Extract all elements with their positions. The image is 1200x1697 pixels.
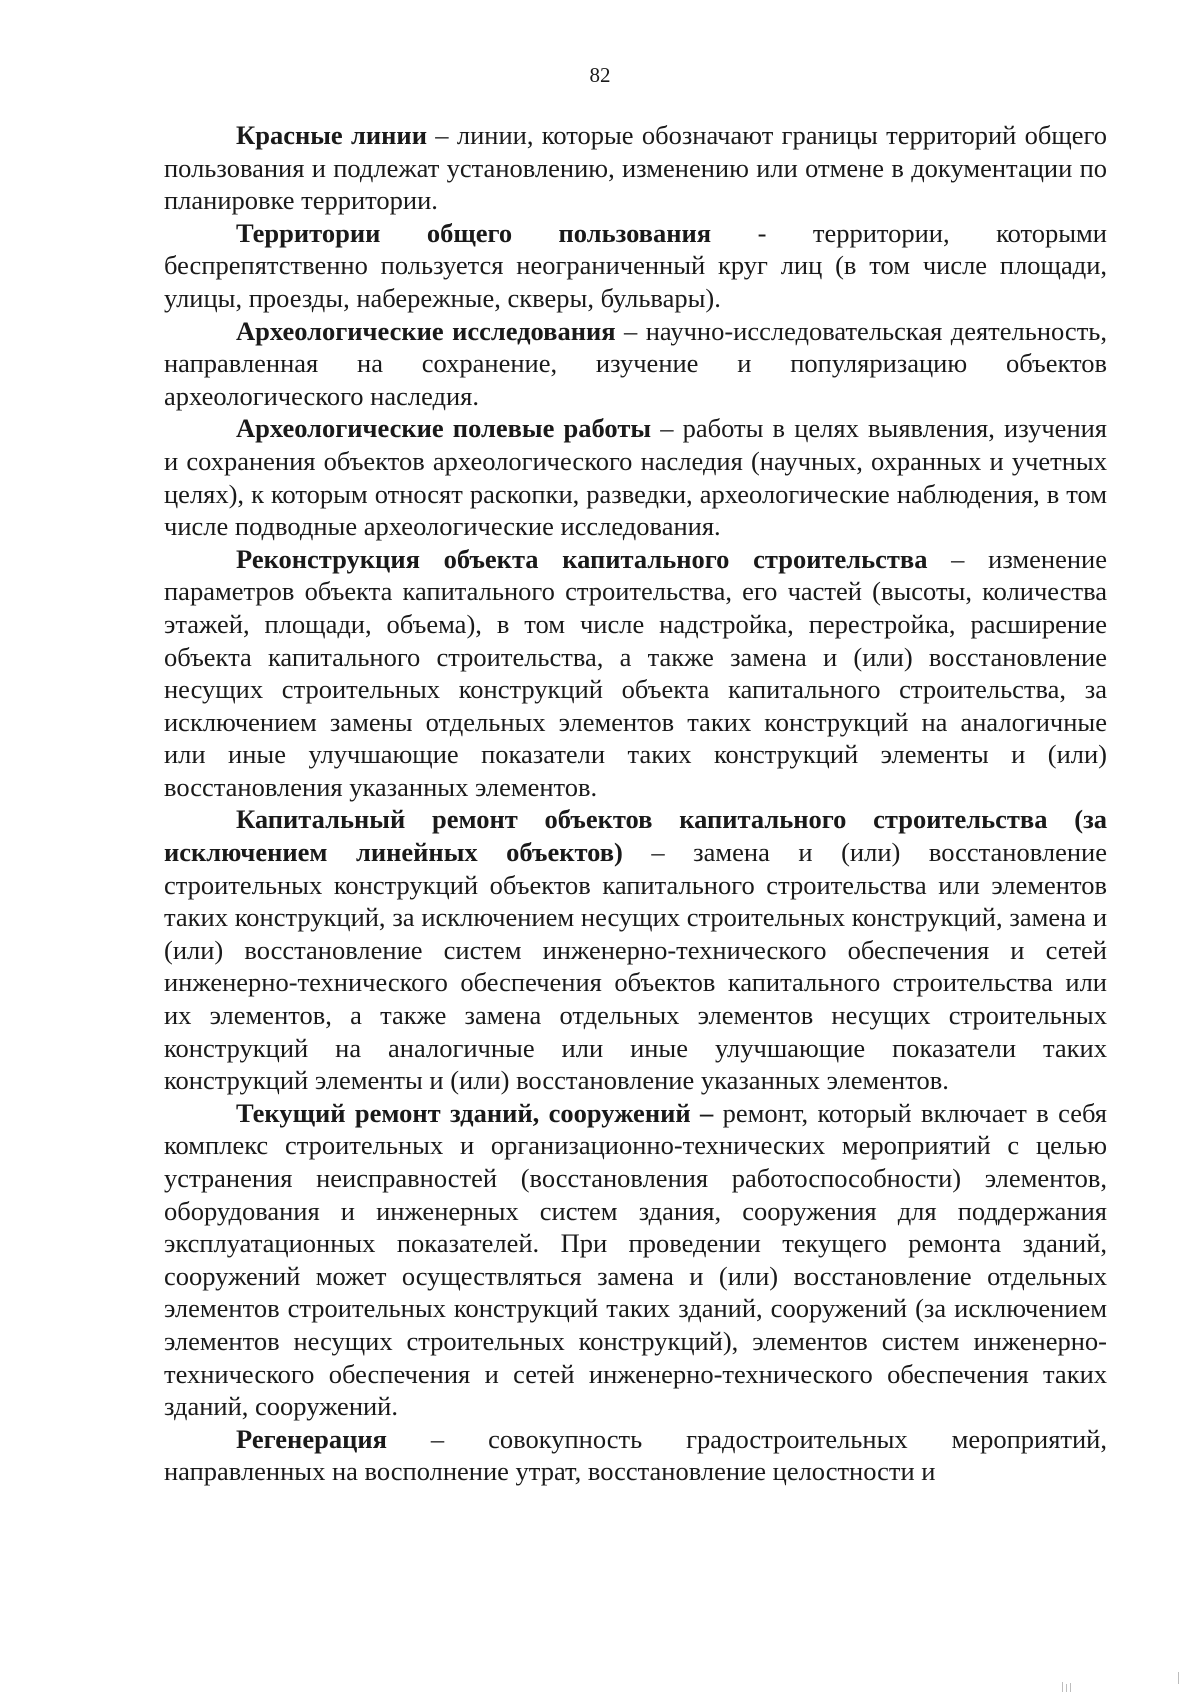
page-number: 82 <box>589 63 611 87</box>
definition-term: Археологические исследования <box>236 315 616 346</box>
definition-term: Капитальный ремонт объектов капитального строительства (за исключением линейных объектов) <box>164 804 1107 868</box>
definition-term: Красные линии <box>236 120 427 150</box>
definition-paragraph <box>164 315 1107 413</box>
definition-text: – замена и (или) восстановление строительных конструкций объектов капитального строительства или элементов таких конструкций, за исключением несущих строительных конструкций, замена и (или) восстановление систем инженерно-технического обеспечения и сетей инженерно-технического обеспечения объектов капитального строительства или их элементов, а также замена отдельных элементов несущих строительных конструкций на аналогичные или иные улучшающие показатели таких конструкций элементы и (или) восстановление указанных элементов. <box>164 837 1107 1096</box>
definition-term: Территории общего пользования <box>236 217 712 248</box>
definition-term: Реконструкция объекта капитального строительства <box>236 543 928 574</box>
definition-paragraph <box>164 803 1107 1096</box>
definition-term: Текущий ремонт зданий, сооружений – <box>236 1097 714 1128</box>
definition-paragraph <box>164 543 1107 804</box>
definition-text: – научно-исследовательская деятельность, направленная на сохранение, изучение и популяризацию объектов археологического наследия. <box>164 315 1107 411</box>
definition-text: – линии, которые обозначают границы территорий общего пользования и подлежат установлению, изменению или отмене в документации по планировке территории. <box>164 120 1107 216</box>
definition-paragraph <box>164 412 1107 542</box>
definition-paragraph <box>164 217 1107 315</box>
scan-artifact <box>1070 1683 1071 1692</box>
scan-artifact <box>1066 1684 1067 1692</box>
definition-term: Археологические полевые работы <box>236 413 652 444</box>
document-body <box>164 119 1107 1488</box>
definition-paragraph <box>164 1423 1107 1488</box>
definition-text: – изменение параметров объекта капитального строительства, его частей (высоты, количества этажей, площади, объема), в том числе надстройка, перестройка, расширение объекта капитального строительства, а также замена и (или) восстановление несущих строительных конструкций объекта капитального строительства, за исключением замены отдельных элементов таких конструкций на аналогичные или иные улучшающие показатели таких конструкций элементы и (или) восстановления указанных элементов. <box>164 543 1108 802</box>
definition-text: – совокупность градостроительных мероприятий, направленных на восполнение утрат, восстановление целостности и <box>164 1423 1107 1487</box>
definition-text: - территории, которыми беспрепятственно пользуется неограниченный круг лиц (в том числе площади, улицы, проезды, набережные, скверы, бульвары). <box>164 217 1107 313</box>
definition-text: – работы в целях выявления, изучения и сохранения объектов археологического наследия (научных, охранных и учетных целях), к которым относят раскопки, разведки, археологические наблюдения, в том числе подводные археологические исследования. <box>164 413 1107 542</box>
definition-term: Регенерация <box>236 1423 387 1454</box>
definition-paragraph <box>164 1097 1107 1423</box>
scan-artifact <box>1178 1672 1179 1684</box>
definition-text: ремонт, который включает в себя комплекс строительных и организационно-технических мероприятий с целью устранения неисправностей (восстановления работоспособности) элементов, оборудования и инженерных систем здания, сооружения для поддержания эксплуатационных показателей. При проведении текущего ремонта зданий, сооружений может осуществляться замена и (или) восстановление отдельных элементов строительных конструкций таких зданий, сооружений (за исключением элементов несущих строительных конструкций), элементов систем инженерно-технического обеспечения и сетей инженерно-технического обеспечения таких зданий, сооружений. <box>164 1097 1107 1422</box>
definition-paragraph <box>164 119 1107 217</box>
scan-artifact <box>1062 1682 1063 1692</box>
